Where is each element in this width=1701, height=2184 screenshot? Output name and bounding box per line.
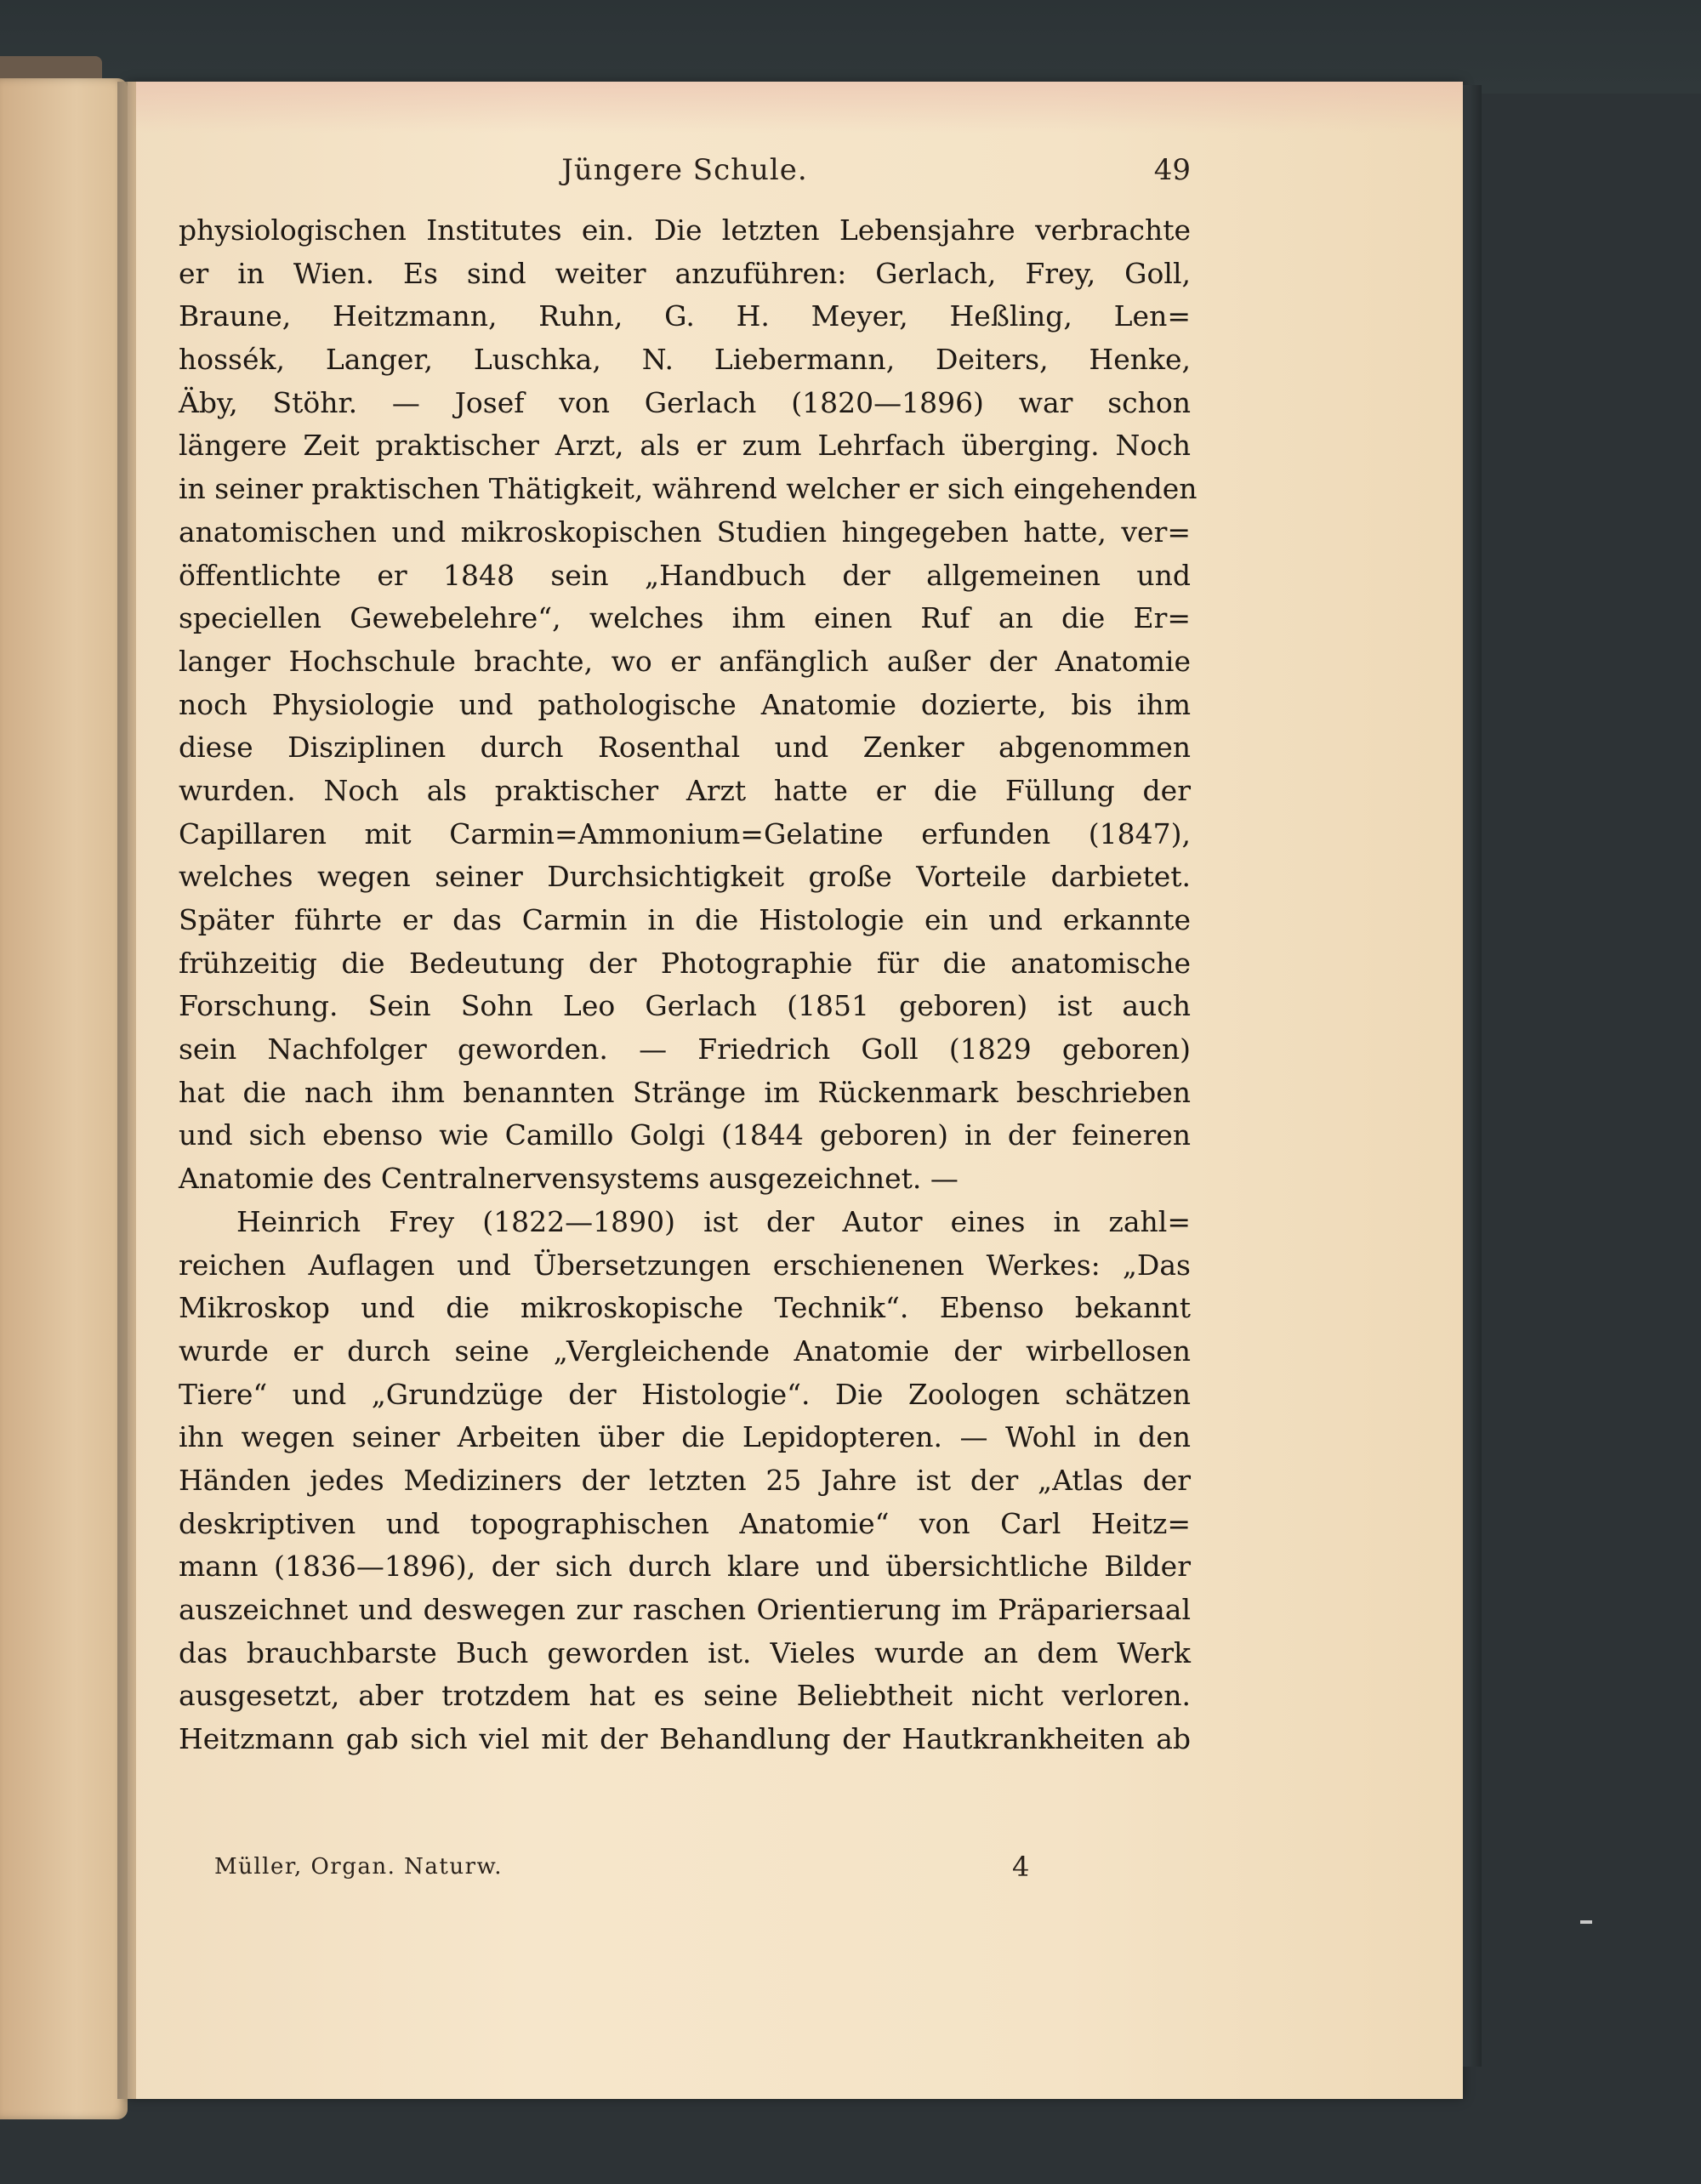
text-line: Braune, Heitzmann, Ruhn, G. H. Meyer, Heßling, Len= xyxy=(179,299,1191,333)
text-line: ihn wegen seiner Arbeiten über die Lepidopteren. — Wohl in den xyxy=(179,1420,1191,1454)
text-line: ausgesetzt, aber trotzdem hat es seine Beliebtheit nicht verloren. xyxy=(179,1679,1191,1713)
running-title: Jüngere Schule. xyxy=(561,153,808,187)
text-line: Capillaren mit Carmin=Ammonium=Gelatine erfunden (1847), xyxy=(179,816,1191,850)
text-line: noch Physiologie und pathologische Anatomie dozierte, bis ihm xyxy=(179,687,1191,721)
text-line: reichen Auflagen und Übersetzungen erschienenen Werkes: „Das xyxy=(179,1248,1191,1282)
signature-mark: 4 xyxy=(1012,1851,1030,1883)
text-line: deskriptiven und topographischen Anatomie“ von Carl Heitz= xyxy=(179,1506,1191,1540)
text-line: hat die nach ihm benannten Stränge im Rückenmark beschrieben xyxy=(179,1075,1191,1109)
text-line: anatomischen und mikroskopischen Studien hingegeben hatte, ver= xyxy=(179,515,1191,549)
text-line: speciellen Gewebelehre“, welches ihm einen Ruf an die Er= xyxy=(179,601,1191,635)
text-line: frühzeitig die Bedeutung der Photographie für die anatomische xyxy=(179,946,1191,980)
page-top-tint xyxy=(128,82,1463,133)
footer-source: Müller, Organ. Naturw. xyxy=(214,1854,503,1880)
text-line: mann (1836—1896), der sich durch klare und übersichtliche Bilder xyxy=(179,1550,1191,1584)
page-header xyxy=(179,153,1191,204)
text-line: Später führte er das Carmin in die Histologie ein und erkannte xyxy=(179,903,1191,936)
text-line: Heitzmann gab sich viel mit der Behandlung der Hautkrankheiten ab xyxy=(179,1722,1191,1756)
left-page xyxy=(0,78,128,2119)
text-line: Anatomie des Centralnervensystems ausgezeichnet. — xyxy=(179,1162,959,1196)
text-line: wurden. Noch als praktischer Arzt hatte er die Füllung der xyxy=(179,773,1191,807)
text-line: längere Zeit praktischer Arzt, als er zum Lehrfach überging. Noch xyxy=(179,429,1191,463)
scan-mark xyxy=(1580,1920,1592,1924)
left-page-top-edge xyxy=(0,56,102,78)
text-line: in seiner praktischen Thätigkeit, während welcher er sich eingehenden xyxy=(179,472,1198,506)
paragraph-start-line: Heinrich Frey (1822—1890) ist der Autor eines in zahl= xyxy=(236,1204,1191,1238)
body-text xyxy=(179,209,1198,1761)
text-line: auszeichnet und deswegen zur raschen Orientierung im Präpariersaal xyxy=(179,1593,1191,1626)
page-number: 49 xyxy=(1153,153,1191,187)
text-line: Forschung. Sein Sohn Leo Gerlach (1851 geboren) ist auch xyxy=(179,989,1191,1023)
text-line: wurde er durch seine „Vergleichende Anatomie der wirbellosen xyxy=(179,1334,1191,1368)
page-gutter-shadow xyxy=(117,82,136,2099)
text-line: und sich ebenso wie Camillo Golgi (1844 geboren) in der feineren xyxy=(179,1118,1191,1152)
text-line: das brauchbarste Buch geworden ist. Vieles wurde an dem Werk xyxy=(179,1635,1191,1669)
text-line: Äby, Stöhr. — Josef von Gerlach (1820—1896) war schon xyxy=(179,385,1191,419)
page-footer xyxy=(179,1851,1191,1897)
text-line: Tiere“ und „Grundzüge der Histologie“. Die Zoologen schätzen xyxy=(179,1377,1191,1411)
text-line: welches wegen seiner Durchsichtigkeit große Vorteile darbietet. xyxy=(179,860,1191,894)
text-line: hossék, Langer, Luschka, N. Liebermann, Deiters, Henke, xyxy=(179,343,1191,377)
text-line: er in Wien. Es sind weiter anzuführen: Gerlach, Frey, Goll, xyxy=(179,256,1191,290)
text-line: Mikroskop und die mikroskopische Technik“. Ebenso bekannt xyxy=(179,1291,1191,1325)
dark-background xyxy=(0,0,1701,94)
text-line: sein Nachfolger geworden. — Friedrich Goll (1829 geboren) xyxy=(179,1032,1191,1066)
text-line: Händen jedes Mediziners der letzten 25 Jahre ist der „Atlas der xyxy=(179,1463,1191,1497)
text-line: physiologischen Institutes ein. Die letzten Lebensjahre verbrachte xyxy=(179,213,1191,247)
text-line: diese Disziplinen durch Rosenthal und Zenker abgenommen xyxy=(179,731,1191,765)
text-line: langer Hochschule brachte, wo er anfänglich außer der Anatomie xyxy=(179,644,1191,678)
text-line: öffentlichte er 1848 sein „Handbuch der allgemeinen und xyxy=(179,558,1191,592)
